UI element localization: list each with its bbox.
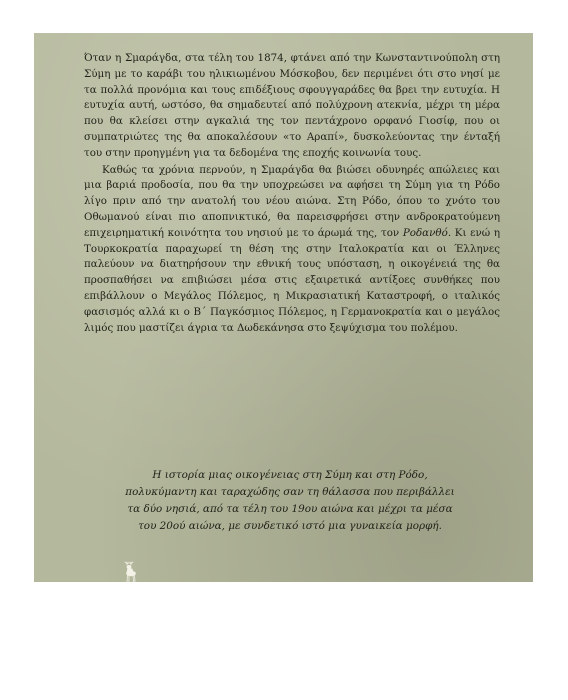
synopsis-paragraph-2-start: Καθώς τα χρόνια περνούν, η Σμαράγδα θα βιώσει οδυνηρές απώλειες και μια βαριά προδοσία, που θα την υποχρεώσει να αφήσει τη Σύμη για τη Ρόδο λίγο πριν από την ανατολή του νέου αιώνα. Στη Ρόδο, όπου το χνότο του Οθωμανού είναι πιο αποπνικτικό, θα παρεισφρήσει στην ανδροκρατούμενη επιχειρηματική κοινότητα του νησιού με το άρωμά της, τον bbox=[84, 163, 500, 239]
deer-icon bbox=[119, 560, 141, 582]
blurb-line: πολυκύμαντη και ταραχώδης σαν τη θάλασσα που περιβάλλει bbox=[125, 486, 455, 498]
synopsis-paragraph-1: Όταν η Σμαράγδα, στα τέλη του 1874, φτάνει από την Κωνσταντινούπολη στη Σύμη με το καράβι του ηλικιωμένου Μόσκοβου, δεν περιμένει ότι στο νησί με τα πολλά προνόμια και τους επιδέξιους σφουγγαράδες θα βρει την ευτυχία. Η ευτυχία αυτή, ωστόσο, θα σημαδευτεί από πολύχρονη ατεκνία, μέχρι τη μέρα που θα κλείσει στην αγκαλιά της τον πεντάχρονο ορφανό Γιοσίφ, που οι συμπατριώτες της θα αποκαλέσουν «το Αραπί», δυσκολεύοντας την ένταξή του στην προηγμένη για τα δεδομένα της εποχής κοινωνία τους. bbox=[84, 52, 500, 159]
blurb-line: τα δύο νησιά, από τα τέλη του 19ου αιώνα και μέχρι τα μέσα bbox=[127, 503, 453, 515]
book-back-cover bbox=[34, 33, 533, 582]
blurb-line: του 20ού αιώνα, με συνδετικό ιστό μια γυναικεία μορφή. bbox=[138, 520, 442, 532]
tagline-blurb bbox=[90, 467, 490, 535]
synopsis-paragraph-2 bbox=[84, 163, 500, 337]
synopsis-text bbox=[84, 51, 500, 336]
blurb-line: Η ιστορία μιας οικογένειας στη Σύμη και στη Ρόδο, bbox=[152, 469, 428, 481]
synopsis-paragraph-2-end: . Κι ενώ η Τουρκοκρατία παραχωρεί τη θέση της στην Ιταλοκρατία και οι Έλληνες παλεύουν να διατηρήσουν την εθνική τους υπόσταση, η οικογένειά της θα προσπαθήσει να επιβιώσει μέσα στις εξαιρετικά αντίξοες συνθήκες που επιβάλλουν ο Μεγάλος Πόλεμος, η Μικρασιατική Καταστροφή, ο ιταλικός φασισμός αλλά κι ο Β΄ Παγκόσμιος Πόλεμος, η Γερμανοκρατία και ο μεγάλος λιμός που μαστίζει άγρια τα Δωδεκάνησα στο ξεψύχισμα του πολέμου. bbox=[84, 226, 501, 334]
perfume-name: Ροδανθό bbox=[402, 226, 448, 239]
